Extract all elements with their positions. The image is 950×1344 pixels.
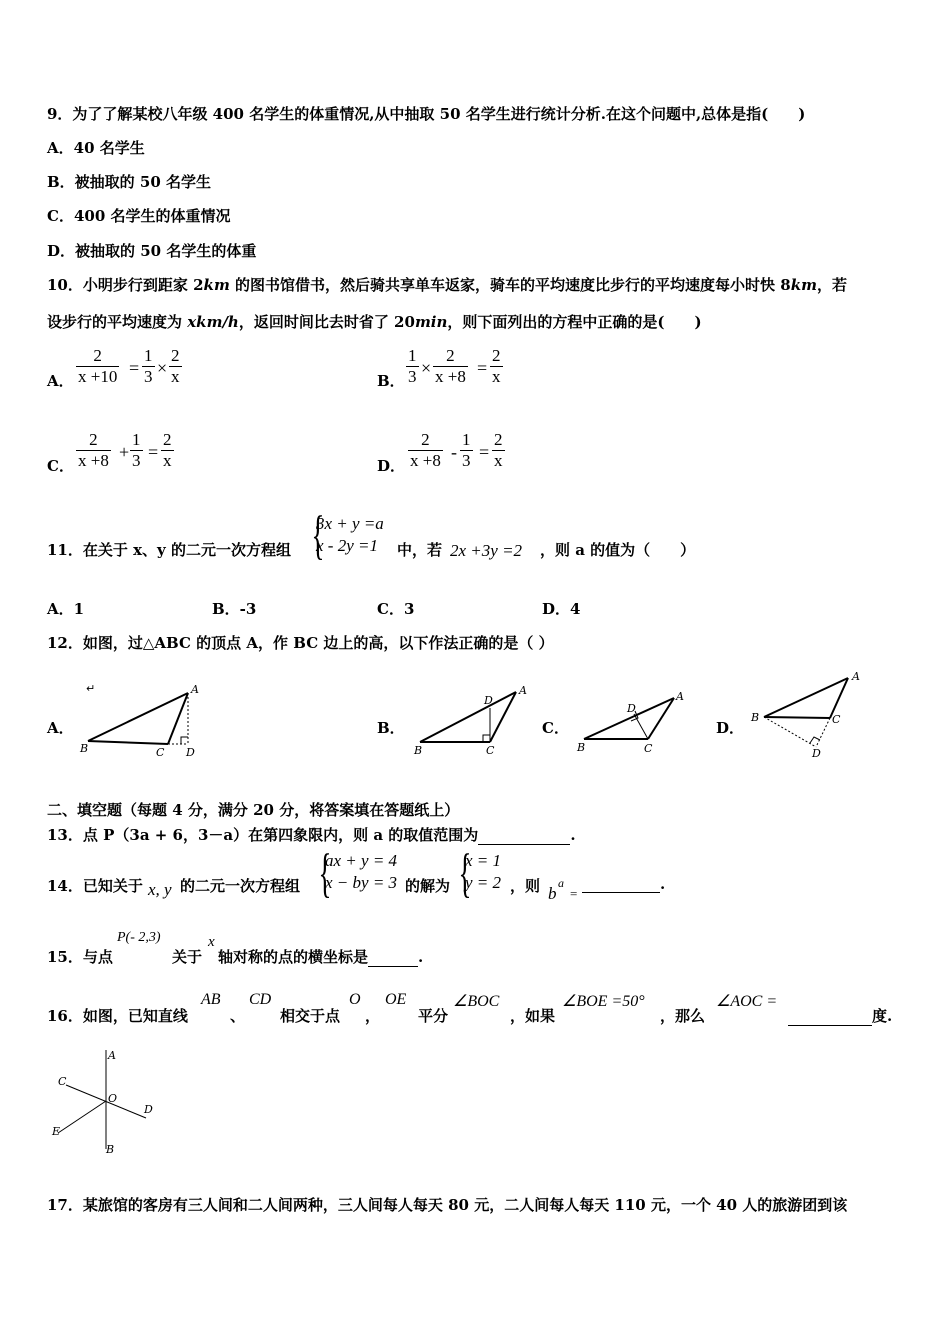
q16-comma: ，: [365, 1007, 381, 1025]
q16-sep: 、: [230, 1007, 246, 1025]
q14-answer: .: [582, 875, 665, 893]
q10-a-op: ×: [157, 358, 168, 378]
q9-option-d: D．被抽取的 50 名学生的体重: [47, 242, 257, 260]
label-b: B: [751, 711, 760, 724]
q15-stem-c: 轴对称的点的横坐标是 .: [218, 948, 424, 966]
q9-stem: 9．为了了解某校八年级 400 名学生的体重情况,从中抽取 50 名学生进行统计分析.在这个问题中,总体是指( ): [47, 105, 806, 123]
q10-c-frac2: $\frac{1}{3}$: [132, 430, 141, 470]
q10-d-eq: =: [479, 442, 490, 462]
q10-d-frac2: $\frac{1}{3}$: [462, 430, 471, 470]
q16-aoc: ∠AOC =: [716, 993, 778, 1010]
q9-option-b: B．被抽取的 50 名学生: [47, 173, 211, 191]
q14-answer-blank[interactable]: [582, 892, 660, 893]
q10-c-eq: =: [148, 442, 159, 462]
label-o: O: [108, 1092, 118, 1105]
q11-stem-a: 11．在关于 x、y 的二元一次方程组: [47, 541, 291, 559]
q10-a-frac2: $\frac{1}{3}$: [144, 346, 153, 386]
q12-figure-d: [748, 668, 873, 762]
q10-a-eq: =: [129, 358, 140, 378]
label-d: D: [484, 694, 493, 707]
label-b: B: [80, 742, 89, 755]
label-a: A: [191, 683, 199, 696]
label-a: A: [852, 670, 860, 683]
q13-answer-blank[interactable]: [478, 844, 570, 845]
side-bc: [764, 717, 830, 718]
q16-oe: OE: [385, 991, 407, 1008]
q10-b-frac2: $\frac{2}{x +8}$: [435, 346, 466, 386]
label-c: C: [156, 746, 165, 759]
label-c: C: [832, 713, 841, 726]
q11-option-b: B．-3: [212, 600, 257, 618]
height-line: [634, 714, 648, 739]
extension-line: [816, 718, 830, 747]
q13-stem: 13．点 P（3a + 6，3－a）在第四象限内，则 a 的取值范围为 .: [47, 826, 576, 844]
q16-stem-c: 平分: [418, 1007, 449, 1025]
q14-vars: x, y: [148, 880, 172, 899]
side-ca: [830, 678, 848, 718]
q16-answer-blank[interactable]: [788, 1025, 872, 1026]
label-d: D: [144, 1103, 153, 1116]
label-a: A: [676, 690, 684, 703]
label-e: E: [52, 1125, 61, 1138]
label-c: C: [644, 742, 653, 755]
q10-c-frac1: $\frac{2}{x +8}$: [78, 430, 109, 470]
q11-brace: {: [311, 505, 325, 565]
q15-stem-a: 15．与点: [47, 948, 113, 966]
right-angle-mark: [810, 737, 820, 743]
label-c: C: [486, 744, 495, 757]
q9-option-c: C．400 名学生的体重情况: [47, 207, 231, 225]
q15-answer-blank[interactable]: [368, 966, 418, 967]
q12-label-d: D．: [716, 719, 745, 737]
q11-condition: 2x +3y =2: [450, 541, 523, 560]
side-bc: [88, 741, 168, 744]
q16-stem-e: ，那么: [660, 1007, 706, 1025]
q12-label-a: A．: [47, 719, 74, 737]
ray-oe: [58, 1101, 106, 1133]
right-angle-mark: [483, 735, 490, 742]
right-angle-mark: [181, 737, 188, 744]
q15-stem-b: 关于: [172, 948, 203, 966]
q10-b-eq: =: [477, 358, 488, 378]
q11-system: 3x + y =a x - 2y =1: [316, 514, 384, 555]
q10-d-frac1: $\frac{2}{x +8}$: [410, 430, 441, 470]
q14-expr-eq: =: [570, 886, 578, 901]
q10-stem-line2: 设步行的平均速度为 xkm/h，返回时间比去时省了 20min，则下面列出的方程中正确的是( ): [47, 313, 702, 331]
q12-label-b: B．: [377, 719, 405, 737]
q11-option-a: A．1: [47, 600, 85, 618]
q11-option-c: C．3: [377, 600, 415, 618]
q12-figure-b: [410, 682, 540, 762]
q10-label-a: A．: [47, 372, 74, 390]
q14-brace-1: {: [318, 843, 332, 903]
q10-label-b: B．: [377, 372, 405, 390]
q10-a-frac3: $\frac{2}{x}$: [171, 346, 180, 386]
label-a: A: [519, 684, 527, 697]
label-b: B: [414, 744, 423, 757]
label-d: D: [186, 746, 195, 759]
label-d: D: [627, 702, 636, 715]
q10-b-op: ×: [421, 358, 432, 378]
label-a: A: [108, 1049, 116, 1062]
q10-b-frac3: $\frac{2}{x}$: [492, 346, 501, 386]
q12-figure-c: [574, 684, 694, 762]
q14-system: ax + y = 4 x − by = 3: [325, 851, 398, 892]
q16-stem-d: ，如果: [510, 1007, 556, 1025]
q16-answer: 度.: [788, 1005, 892, 1026]
q14-expr: b: [548, 884, 557, 903]
label-c: C: [58, 1075, 67, 1088]
q14-brace-2: {: [458, 843, 472, 903]
q16-o: O: [349, 991, 361, 1008]
q10-d-op: -: [451, 442, 457, 462]
return-mark: ↵: [86, 682, 96, 695]
q10-label-c: C．: [47, 457, 74, 475]
label-d: D: [812, 747, 821, 760]
q14-stem-a: 14．已知关于: [47, 877, 143, 895]
height-line: [764, 717, 816, 747]
q14-expr-sup: a: [558, 876, 564, 890]
q16-ab: AB: [201, 991, 221, 1008]
q11-option-d: D．4: [542, 600, 581, 618]
q16-stem-b: 相交于点: [280, 1007, 341, 1025]
q12-label-c: C．: [542, 719, 569, 737]
q14-stem-b: 的二元一次方程组: [180, 877, 301, 895]
q16-cond: ∠BOE =50°: [562, 993, 645, 1010]
q10-label-d: D．: [377, 457, 406, 475]
q10-b-frac1: $\frac{1}{3}$: [408, 346, 417, 386]
q10-c-frac3: $\frac{2}{x}$: [163, 430, 172, 470]
q14-stem-d: ，则: [510, 877, 541, 895]
q11-stem-b: 中，若: [397, 541, 443, 559]
q17-stem: 17．某旅馆的客房有三人间和二人间两种，三人间每人每天 80 元，二人间每人每天 110 元，一个 40 人的旅游团到该: [47, 1196, 848, 1214]
q16-cd: CD: [249, 991, 272, 1008]
q12-stem: 12．如图，过△ABC 的顶点 A，作 BC 边上的高，以下作法正确的是（ ）: [47, 634, 554, 652]
q12-figure-a: [78, 678, 208, 762]
q10-d-frac3: $\frac{2}{x}$: [494, 430, 503, 470]
q14-stem-c: 的解为: [405, 877, 451, 895]
q15-point: P(- 2,3): [117, 930, 161, 945]
q16-stem-a: 16．如图，已知直线: [47, 1007, 188, 1025]
q16-figure: [48, 1045, 163, 1157]
q14-solution: x = 1 y = 2: [465, 851, 502, 892]
side-ab: [420, 692, 516, 742]
q16-boc: ∠BOC: [453, 993, 500, 1010]
q15-axis: x: [208, 934, 215, 950]
q9-option-a: A．40 名学生: [47, 139, 145, 157]
label-b: B: [106, 1143, 115, 1156]
q10-stem-line1: 10．小明步行到距家 2km 的图书馆借书，然后骑共享单车返家，骑车的平均速度比步行的平均速度每小时快 8km，若: [47, 276, 847, 294]
side-ab: [764, 678, 848, 717]
label-b: B: [577, 741, 586, 754]
section-2-heading: 二、填空题（每题 4 分，满分 20 分，将答案填在答题纸上）: [47, 801, 460, 819]
q10-c-op: +: [119, 442, 130, 462]
q10-a-frac1: $\frac{2}{x +10}$: [78, 346, 118, 386]
q11-stem-c: ，则 a 的值为（ ）: [540, 541, 696, 559]
